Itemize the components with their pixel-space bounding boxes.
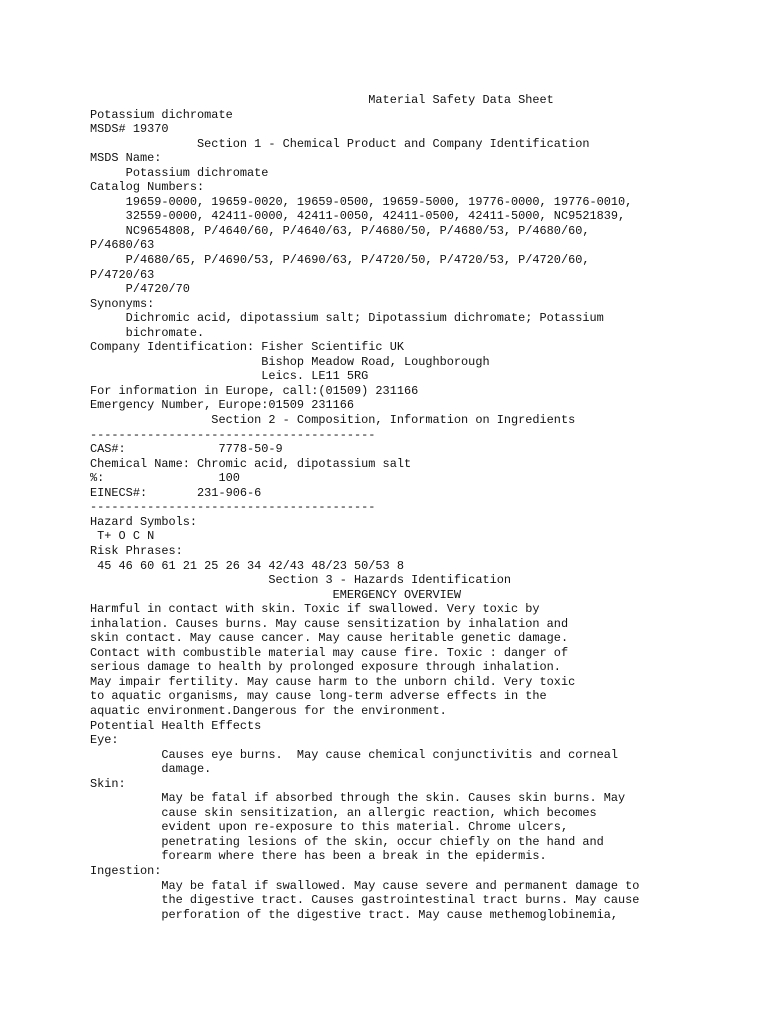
document-line: ---------------------------------------- xyxy=(90,427,376,442)
document-line: skin contact. May cause cancer. May cause heritable genetic damage. xyxy=(90,631,569,646)
document-line: Section 3 - Hazards Identification xyxy=(90,573,511,588)
document-line: Risk Phrases: xyxy=(90,543,183,558)
document-line: Skin: xyxy=(90,776,126,791)
document-line: P/4720/70 xyxy=(90,282,190,297)
document-line: May impair fertility. May cause harm to the unborn child. Very toxic xyxy=(90,674,576,689)
document-line: P/4720/63 xyxy=(90,267,155,282)
document-line: to aquatic organisms, may cause long-term adverse effects in the xyxy=(90,689,547,704)
document-line: May be fatal if absorbed through the skin. Causes skin burns. May xyxy=(90,791,626,806)
document-line: NC9654808, P/4640/60, P/4640/63, P/4680/50, P/4680/53, P/4680/60, xyxy=(90,223,590,238)
document-line: MSDS# 19370 xyxy=(90,122,169,137)
document-line: Synonyms: xyxy=(90,296,155,311)
document-line: 45 46 60 61 21 25 26 34 42/43 48/23 50/53 8 xyxy=(90,558,404,573)
document-line: serious damage to health by prolonged exposure through inhalation. xyxy=(90,660,561,675)
document-line: Eye: xyxy=(90,733,119,748)
document-line: May be fatal if swallowed. May cause severe and permanent damage to xyxy=(90,878,640,893)
document-line: Contact with combustible material may cause fire. Toxic : danger of xyxy=(90,645,569,660)
document-line: perforation of the digestive tract. May cause methemoglobinemia, xyxy=(90,907,619,922)
document-line: Company Identification: Fisher Scientific UK xyxy=(90,340,404,355)
document-line: Leics. LE11 5RG xyxy=(90,369,369,384)
document-line: Catalog Numbers: xyxy=(90,180,205,195)
document-line: cause skin sensitization, an allergic reaction, which becomes xyxy=(90,805,597,820)
document-line: Hazard Symbols: xyxy=(90,514,198,529)
document-line: T+ O C N xyxy=(90,529,155,544)
document-line: Dichromic acid, dipotassium salt; Dipotassium dichromate; Potassium xyxy=(90,311,604,326)
document-line: Section 1 - Chemical Product and Company Identification xyxy=(90,136,590,151)
document-line: %: 100 xyxy=(90,471,240,486)
document-line: penetrating lesions of the skin, occur chiefly on the hand and xyxy=(90,834,604,849)
document-line: EMERGENCY OVERVIEW xyxy=(90,587,462,602)
document-line: forearm where there has been a break in the epidermis. xyxy=(90,849,547,864)
document-line: Potassium dichromate xyxy=(90,107,233,122)
document-line: CAS#: 7778-50-9 xyxy=(90,442,283,457)
document-line: Potassium dichromate xyxy=(90,165,269,180)
document-line: aquatic environment.Dangerous for the environment. xyxy=(90,703,447,718)
document-line: Harmful in contact with skin. Toxic if swallowed. Very toxic by xyxy=(90,602,540,617)
document-line: Potential Health Effects xyxy=(90,718,262,733)
document-line: ---------------------------------------- xyxy=(90,500,376,515)
document-line: Ingestion: xyxy=(90,863,162,878)
document-line: Emergency Number, Europe:01509 231166 xyxy=(90,398,355,413)
document-line: Chemical Name: Chromic acid, dipotassium salt xyxy=(90,456,412,471)
document-line: Causes eye burns. May cause chemical conjunctivitis and corneal xyxy=(90,747,619,762)
document-line: Material Safety Data Sheet xyxy=(90,93,554,107)
document-line: bichromate. xyxy=(90,325,205,340)
document-line: 19659-0000, 19659-0020, 19659-0500, 19659-5000, 19776-0000, 19776-0010, xyxy=(90,194,633,209)
document-line: evident upon re-exposure to this material. Chrome ulcers, xyxy=(90,820,569,835)
document-line: inhalation. Causes burns. May cause sensitization by inhalation and xyxy=(90,616,569,631)
document-line: P/4680/65, P/4690/53, P/4690/63, P/4720/50, P/4720/53, P/4720/60, xyxy=(90,253,590,268)
document-line: EINECS#: 231-906-6 xyxy=(90,485,262,500)
msds-document-body xyxy=(90,93,639,922)
document-line: Section 2 - Composition, Information on Ingredients xyxy=(90,413,576,428)
document-line: damage. xyxy=(90,762,212,777)
document-line: Bishop Meadow Road, Loughborough xyxy=(90,354,490,369)
document-line: the digestive tract. Causes gastrointestinal tract burns. May cause xyxy=(90,893,640,908)
document-line: P/4680/63 xyxy=(90,238,155,253)
document-line: MSDS Name: xyxy=(90,151,162,166)
document-line: 32559-0000, 42411-0000, 42411-0050, 42411-0500, 42411-5000, NC9521839, xyxy=(90,209,626,224)
document-line: For information in Europe, call:(01509) 231166 xyxy=(90,383,419,398)
